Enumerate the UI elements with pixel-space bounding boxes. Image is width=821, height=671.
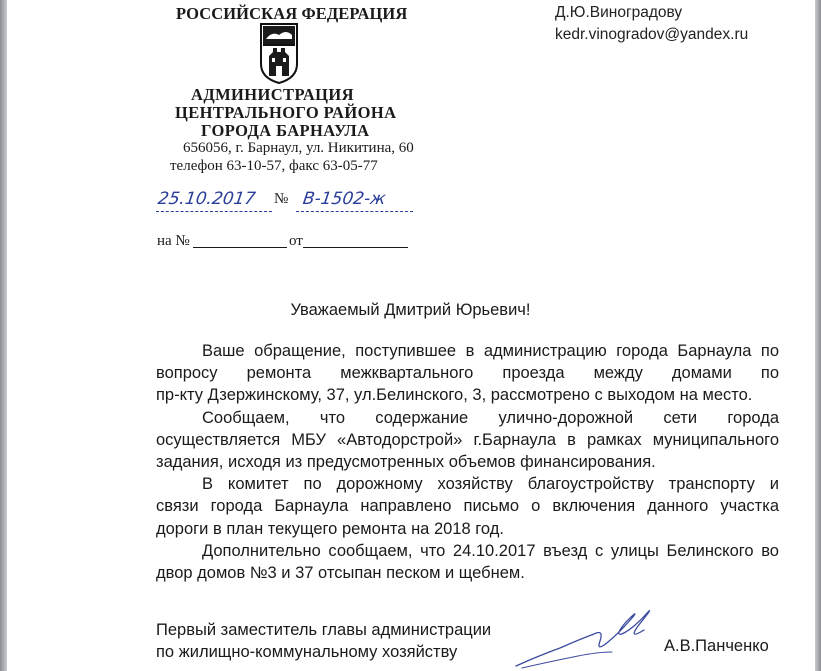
letterhead-country: РОССИЙСКАЯ ФЕДЕРАЦИЯ [176, 4, 408, 23]
letter-line: задания, исходя из предусмотренных объемов финансирования. [156, 452, 656, 471]
letter-line: осуществляется МБУ «Автодорстрой» г.Барнаула в рамках муниципального [156, 430, 779, 449]
reference-date-label: от [289, 233, 303, 249]
letter-line: дороги в план текущего ремонта на 2018 год. [156, 519, 504, 538]
handwritten-signature [508, 596, 658, 671]
letterhead-org-line1: АДМИНИСТРАЦИЯ [191, 85, 354, 104]
letter-line: Ваше обращение, поступившее в администрацию города Барнаула по [202, 342, 779, 360]
signatory-name: А.В.Панченко [664, 637, 769, 655]
letterhead-address: 656056, г. Барнаул, ул. Никитина, 60 [183, 140, 414, 156]
reference-number-blank [193, 247, 287, 248]
reference-date-blank [303, 247, 408, 248]
letterhead-org-line3: ГОРОДА БАРНАУЛА [201, 121, 370, 140]
signatory-position-line2: по жилищно-коммунальному хозяйству [156, 643, 458, 661]
city-coat-of-arms-icon [259, 22, 299, 84]
letterhead-org-line2: ЦЕНТРАЛЬНОГО РАЙОНА [175, 103, 397, 122]
letter-line: Дополнительно сообщаем, что 24.10.2017 въезд с улицы Белинского во [202, 541, 779, 560]
window-frame-right [815, 0, 821, 671]
registration-number: В-1502-ж [301, 189, 387, 209]
window-frame-left [0, 0, 7, 671]
letter-line: связи города Барнаула направлено письмо о включения данного участка [156, 497, 779, 516]
letter-body [156, 340, 779, 584]
registration-number-label: № [274, 191, 289, 207]
letter-line: пр-кту Дзержинскому, 37, ул.Белинского, 3, рассмотрено с выходом на место. [156, 386, 753, 405]
letter-line: вопросу ремонта межквартального проезда между домами по [156, 364, 779, 383]
letterhead-phone: телефон 63-10-57, факс 63-05-77 [170, 158, 378, 174]
recipient-name: Д.Ю.Виноградову [555, 4, 683, 21]
letter-line: В комитет по дорожному хозяйству благоустройству транспорту и [202, 475, 779, 494]
signatory-position-line1: Первый заместитель главы администрации [156, 621, 492, 639]
reference-number-label: на № [157, 233, 190, 249]
registration-date: 25.10.2017 [156, 189, 257, 209]
registration-date-underline [156, 211, 272, 212]
recipient-email: kedr.vinogradov@yandex.ru [555, 26, 749, 43]
letter-line: двор домов №3 и 37 отсыпан песком и щебнем. [156, 563, 525, 582]
letter-salutation: Уважаемый Дмитрий Юрьевич! [290, 301, 531, 319]
registration-number-underline [296, 211, 413, 212]
letter-line: Сообщаем, что содержание улично-дорожной сети города [202, 408, 779, 427]
